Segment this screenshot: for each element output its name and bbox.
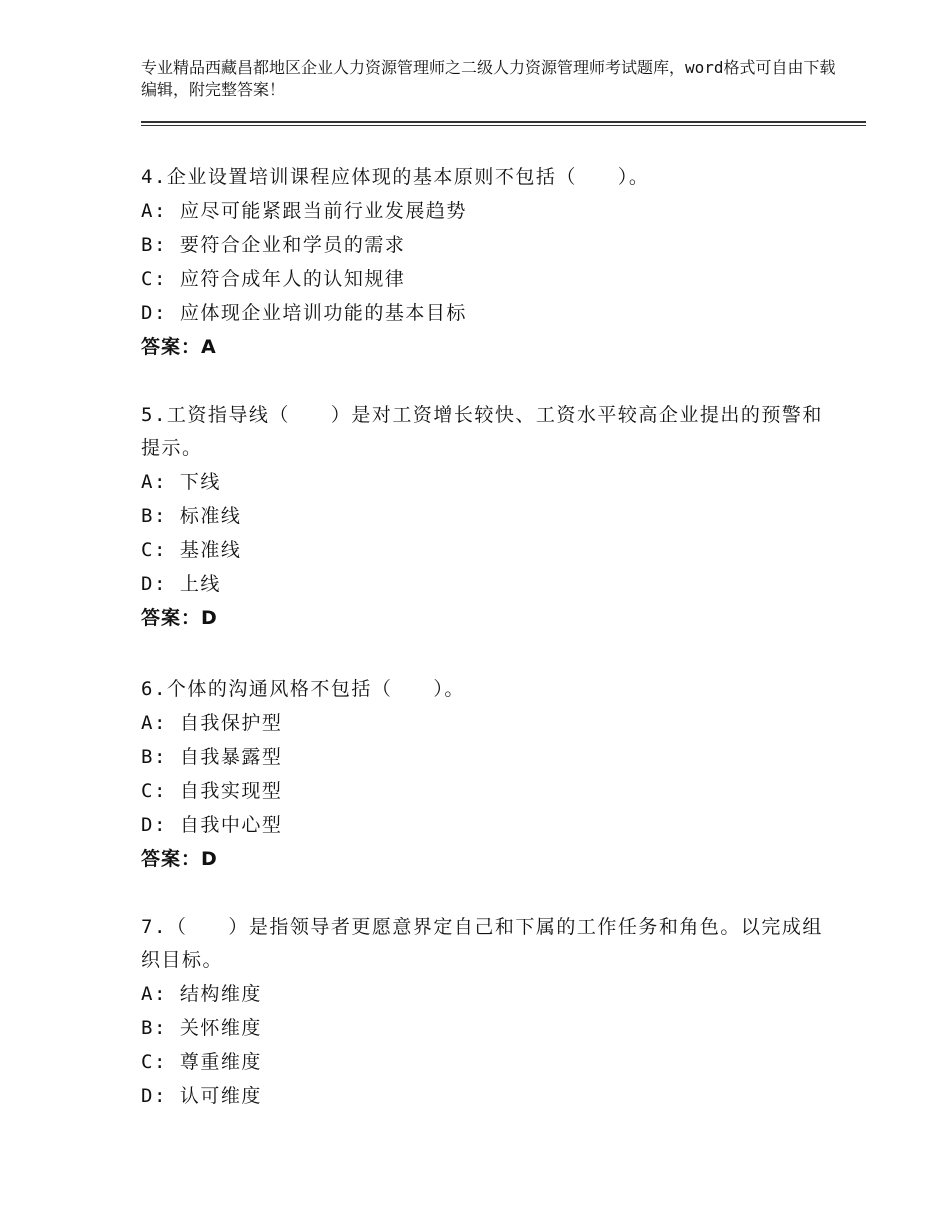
option-a: A: 结构维度	[141, 983, 262, 1005]
option-c: C: 自我实现型	[141, 780, 283, 802]
question-5	[141, 399, 831, 635]
header-divider-thick	[141, 121, 866, 123]
document-header: 专业精品西藏昌都地区企业人力资源管理师之二级人力资源管理师考试题库，word格式可自由下载编辑，附完整答案！	[141, 58, 836, 99]
question-stem: 4.企业设置培训课程应体现的基本原则不包括（ ）。	[141, 166, 650, 188]
option-a: A: 自我保护型	[141, 712, 283, 734]
option-d: D: 自我中心型	[141, 814, 283, 836]
answer: 答案：D	[141, 607, 218, 629]
option-c: C: 基准线	[141, 539, 242, 561]
question-4	[141, 161, 831, 364]
question-7	[141, 911, 831, 1113]
question-stem: 5.工资指导线（ ）是对工资增长较快、工资水平较高企业提出的预警和提示。	[141, 404, 823, 459]
answer: 答案：D	[141, 848, 218, 870]
answer: 答案：A	[141, 336, 217, 358]
option-b: B: 要符合企业和学员的需求	[141, 234, 406, 256]
option-a: A: 下线	[141, 471, 221, 493]
question-stem: 7.（ ）是指领导者更愿意界定自己和下属的工作任务和角色。以完成组织目标。	[141, 916, 823, 971]
option-c: C: 应符合成年人的认知规律	[141, 268, 406, 290]
option-d: D: 应体现企业培训功能的基本目标	[141, 302, 467, 324]
option-d: D: 认可维度	[141, 1085, 262, 1107]
option-c: C: 尊重维度	[141, 1051, 262, 1073]
header-divider-thin	[141, 125, 866, 126]
option-b: B: 自我暴露型	[141, 746, 283, 768]
option-d: D: 上线	[141, 573, 221, 595]
question-stem: 6.个体的沟通风格不包括（ ）。	[141, 678, 465, 700]
question-6	[141, 673, 831, 876]
option-b: B: 关怀维度	[141, 1017, 262, 1039]
option-a: A: 应尽可能紧跟当前行业发展趋势	[141, 200, 467, 222]
option-b: B: 标准线	[141, 505, 242, 527]
